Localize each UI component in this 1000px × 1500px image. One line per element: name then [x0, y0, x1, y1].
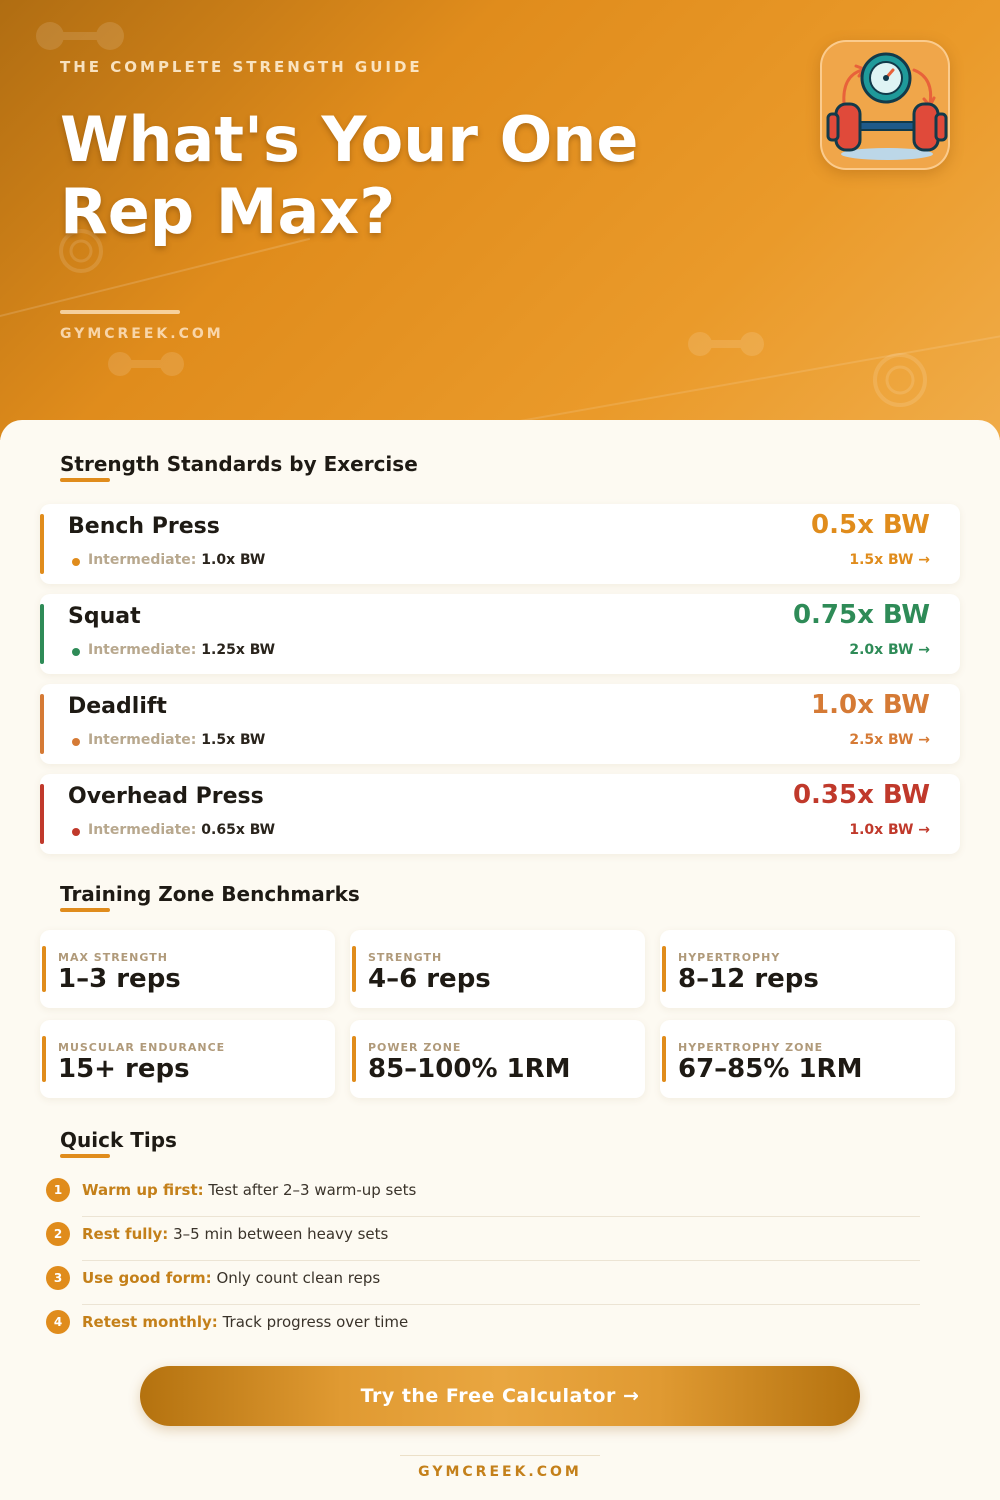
tip-divider — [82, 1216, 920, 1217]
zone-card — [350, 1020, 645, 1098]
tip-heading: Retest monthly: — [82, 1313, 218, 1331]
tip-text — [82, 1313, 408, 1331]
zone-label: STRENGTH — [368, 951, 443, 964]
zone-value: 67–85% 1RM — [678, 1054, 863, 1084]
zone-label: POWER ZONE — [368, 1041, 462, 1054]
barbell-gauge-icon — [820, 40, 950, 170]
section-underline — [60, 1154, 110, 1158]
intermediate-value: 1.5x BW — [201, 732, 266, 748]
exercise-card — [40, 774, 960, 854]
tip-body: 3–5 min between heavy sets — [173, 1225, 389, 1243]
zone-card — [660, 930, 955, 1008]
level-dot-icon — [72, 828, 80, 836]
exercise-name: Bench Press — [68, 514, 220, 539]
level-dot-icon — [72, 738, 80, 746]
intermediate-value: 0.65x BW — [201, 822, 276, 838]
level-dot-icon — [72, 648, 80, 656]
tip-heading: Warm up first: — [82, 1181, 204, 1199]
intermediate-standard — [88, 552, 265, 568]
intermediate-label: Intermediate: — [88, 552, 197, 568]
zone-value: 85–100% 1RM — [368, 1054, 571, 1084]
hero-site-name: GYMCREEK.COM — [60, 326, 224, 342]
tip-body: Test after 2–3 warm-up sets — [208, 1181, 417, 1199]
beginner-standard: 0.5x BW — [811, 510, 930, 540]
intermediate-label: Intermediate: — [88, 642, 197, 658]
exercise-color-bar — [40, 784, 44, 844]
zone-accent-bar — [352, 946, 356, 992]
tip-number-badge: 4 — [46, 1310, 70, 1334]
zone-value: 4–6 reps — [368, 964, 491, 994]
beginner-standard: 1.0x BW — [811, 690, 930, 720]
zone-label: HYPERTROPHY ZONE — [678, 1041, 824, 1054]
advanced-standard: 2.0x BW → — [849, 642, 930, 658]
beginner-standard: 0.35x BW — [792, 780, 930, 810]
intermediate-standard — [88, 732, 265, 748]
hero-eyebrow: THE COMPLETE STRENGTH GUIDE — [60, 58, 423, 76]
tip-number-badge: 2 — [46, 1222, 70, 1246]
zone-accent-bar — [662, 1036, 666, 1082]
zone-value: 1–3 reps — [58, 964, 181, 994]
try-calculator-button[interactable]: Try the Free Calculator → — [140, 1366, 860, 1426]
intermediate-value: 1.0x BW — [201, 552, 266, 568]
exercise-card — [40, 594, 960, 674]
exercise-color-bar — [40, 514, 44, 574]
tip-divider — [82, 1304, 920, 1305]
tip-item — [46, 1310, 920, 1354]
zone-card — [350, 930, 645, 1008]
footer-divider — [400, 1455, 600, 1456]
zone-accent-bar — [352, 1036, 356, 1082]
dumbbell-decoration-icon — [108, 352, 184, 376]
zones-section-title: Training Zone Benchmarks — [60, 882, 360, 906]
tip-item — [46, 1178, 920, 1222]
tips-section-title: Quick Tips — [60, 1128, 177, 1152]
exercise-name: Overhead Press — [68, 784, 264, 809]
zone-value: 8–12 reps — [678, 964, 819, 994]
content-panel — [0, 420, 1000, 1500]
exercise-name: Squat — [68, 604, 141, 629]
section-underline — [60, 478, 110, 482]
tip-number-badge: 3 — [46, 1266, 70, 1290]
advanced-standard: 1.5x BW → — [849, 552, 930, 568]
beginner-standard: 0.75x BW — [792, 600, 930, 630]
page-title: What's Your One Rep Max? — [60, 103, 639, 248]
zone-value: 15+ reps — [58, 1054, 190, 1084]
section-underline — [60, 908, 110, 912]
exercise-card — [40, 684, 960, 764]
tip-text — [82, 1181, 416, 1199]
dumbbell-decoration-icon — [688, 332, 764, 356]
tip-divider — [82, 1260, 920, 1261]
zone-accent-bar — [662, 946, 666, 992]
footer-site-name: GYMCREEK.COM — [418, 1464, 582, 1480]
tip-text — [82, 1269, 380, 1287]
intermediate-value: 1.25x BW — [201, 642, 276, 658]
zone-label: MAX STRENGTH — [58, 951, 168, 964]
hero-divider — [60, 310, 180, 314]
zone-card — [40, 930, 335, 1008]
zone-card — [40, 1020, 335, 1098]
zone-accent-bar — [42, 946, 46, 992]
level-dot-icon — [72, 558, 80, 566]
exercise-color-bar — [40, 694, 44, 754]
tip-number-badge: 1 — [46, 1178, 70, 1202]
zone-accent-bar — [42, 1036, 46, 1082]
zone-card — [660, 1020, 955, 1098]
tip-item — [46, 1222, 920, 1266]
tip-heading: Rest fully: — [82, 1225, 169, 1243]
hero-banner — [0, 0, 1000, 440]
intermediate-label: Intermediate: — [88, 822, 197, 838]
intermediate-label: Intermediate: — [88, 732, 197, 748]
advanced-standard: 1.0x BW → — [849, 822, 930, 838]
advanced-standard: 2.5x BW → — [849, 732, 930, 748]
tip-body: Only count clean reps — [216, 1269, 381, 1287]
zone-label: MUSCULAR ENDURANCE — [58, 1041, 226, 1054]
exercise-card — [40, 504, 960, 584]
exercise-name: Deadlift — [68, 694, 167, 719]
dumbbell-decoration-icon — [36, 22, 124, 50]
zone-label: HYPERTROPHY — [678, 951, 781, 964]
tip-heading: Use good form: — [82, 1269, 212, 1287]
plate-decoration-icon — [872, 352, 928, 408]
exercise-color-bar — [40, 604, 44, 664]
standards-section-title: Strength Standards by Exercise — [60, 452, 418, 476]
tip-body: Track progress over time — [222, 1313, 409, 1331]
tip-text — [82, 1225, 388, 1243]
intermediate-standard — [88, 822, 275, 838]
tip-item — [46, 1266, 920, 1310]
intermediate-standard — [88, 642, 275, 658]
